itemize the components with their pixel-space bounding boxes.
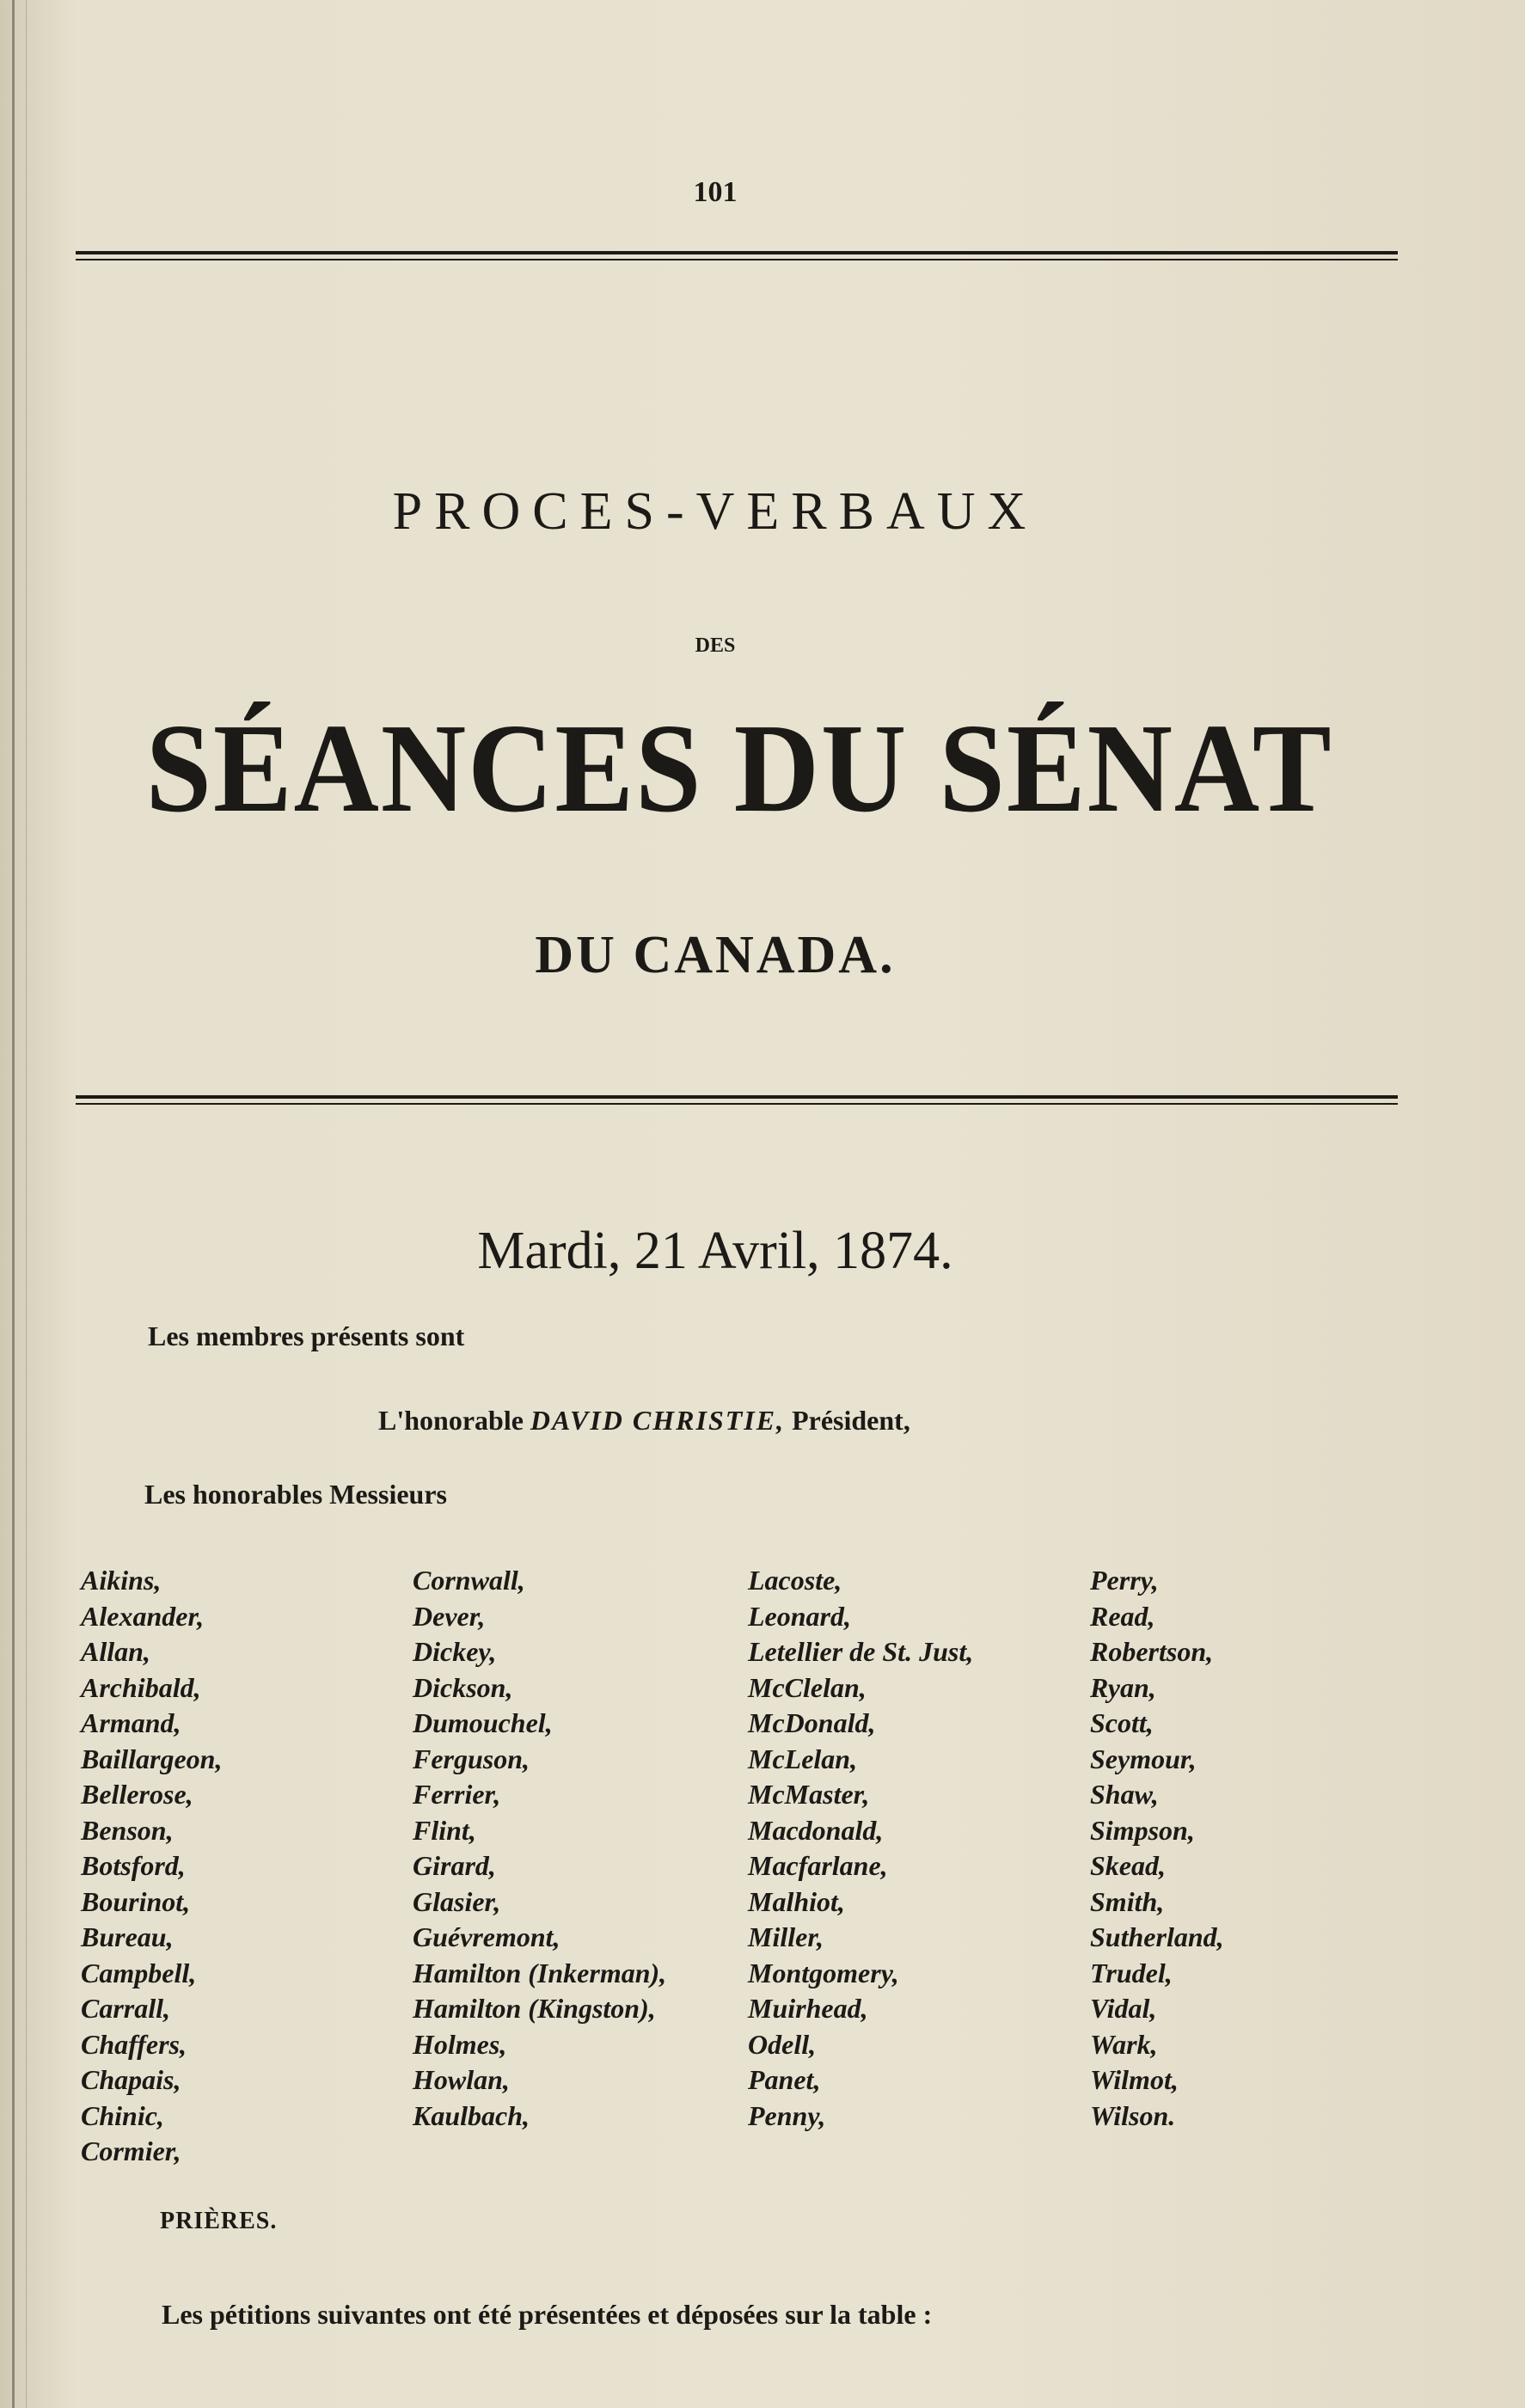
member-name: Dickey, [413,1636,497,1667]
members-column-1 [81,1563,222,2170]
member-name: Skead, [1090,1850,1166,1881]
member-name: Bellerose, [81,1779,193,1810]
page-number: 101 [693,176,738,208]
member-name: Read, [1090,1600,1155,1632]
member-name: Ferguson, [413,1743,530,1774]
member-name: Flint, [413,1814,476,1846]
member-name: Archibald, [81,1671,201,1703]
member-name: Panet, [748,2064,821,2095]
member-name: Allan, [81,1636,150,1667]
member-name: Bourinot, [81,1885,191,1917]
members-column-4 [1090,1563,1224,2134]
member-name: Lacoste, [748,1565,842,1596]
president-title: Président, [792,1405,910,1436]
member-name: Hamilton (Kingston), [413,1993,656,2024]
member-name: Botsford, [81,1850,186,1881]
member-name: Bureau, [81,1921,174,1952]
member-name: Smith, [1090,1885,1165,1917]
president-line [378,1405,910,1437]
member-name: Shaw, [1090,1779,1159,1810]
member-name: Chaffers, [81,2028,187,2060]
title-du-canada: DU CANADA. [535,926,896,984]
members-column-3 [748,1563,973,2134]
title-des: DES [695,634,736,657]
member-name: Leonard, [748,1600,851,1632]
member-name: Holmes, [413,2028,507,2060]
member-name: Sutherland, [1090,1921,1224,1952]
members-column-2 [413,1563,666,2134]
member-name: Hamilton (Inkerman), [413,1957,667,1988]
member-name: Campbell, [81,1957,197,1988]
member-name: Odell, [748,2028,817,2060]
member-name: Dickson, [413,1671,513,1703]
member-name: Macfarlane, [748,1850,888,1881]
prayers-heading: PRIÈRES. [160,2208,278,2234]
member-name: Simpson, [1090,1814,1195,1846]
member-name: Girard, [413,1850,496,1881]
binding-edge [12,0,15,2408]
member-name: Wilmot, [1090,2064,1179,2095]
member-name: Letellier de St. Just, [748,1636,974,1667]
member-name: Montgomery, [748,1957,899,1988]
member-name: Aikins, [81,1565,162,1596]
member-name: McClelan, [748,1671,867,1703]
member-name: Ferrier, [413,1779,501,1810]
member-name: Scott, [1090,1707,1154,1738]
top-double-rule [76,251,1398,260]
member-name: Alexander, [81,1600,205,1632]
member-name: McLelan, [748,1743,858,1774]
honorables-label: Les honorables Messieurs [144,1479,447,1510]
member-name: Muirhead, [748,1993,868,2024]
session-date: Mardi, 21 Avril, 1874. [477,1222,953,1280]
member-name: Benson, [81,1814,174,1846]
member-name: Trudel, [1090,1957,1173,1988]
member-name: Cormier, [81,2135,181,2166]
member-name: Robertson, [1090,1636,1214,1667]
members-intro: Les membres présents sont [148,1320,465,1351]
member-name: Wilson. [1090,2099,1176,2131]
member-name: Guévremont, [413,1921,560,1952]
member-name: Chapais, [81,2064,181,2095]
president-prefix: L'honorable [378,1405,524,1436]
member-name: Wark, [1090,2028,1158,2060]
member-name: Howlan, [413,2064,510,2095]
member-name: Chinic, [81,2099,164,2131]
member-name: Vidal, [1090,1993,1157,2024]
member-name: Ryan, [1090,1671,1156,1703]
member-name: Dumouchel, [413,1707,553,1738]
president-name: DAVID CHRISTIE, [530,1405,786,1436]
member-name: Armand, [81,1707,181,1738]
member-name: Glasier, [413,1885,501,1917]
member-name: Miller, [748,1921,824,1952]
binding-edge-inner [26,0,27,2408]
member-name: Malhiot, [748,1885,845,1917]
member-name: Penny, [748,2099,826,2131]
member-name: Cornwall, [413,1565,525,1596]
title-seances-du-senat: SÉANCES DU SÉNAT [145,698,1333,839]
bottom-double-rule [76,1095,1398,1105]
member-name: Baillargeon, [81,1743,223,1774]
member-name: Carrall, [81,1993,171,2024]
petitions-line: Les pétitions suivantes ont été présentées et déposées sur la table : [162,2299,933,2330]
member-name: McMaster, [748,1779,870,1810]
member-name: Kaulbach, [413,2099,530,2131]
member-name: McDonald, [748,1707,876,1738]
title-proces-verbaux: PROCES-VERBAUX [392,482,1038,541]
member-name: Macdonald, [748,1814,884,1846]
member-name: Perry, [1090,1565,1159,1596]
member-name: Seymour, [1090,1743,1197,1774]
member-name: Dever, [413,1600,486,1632]
